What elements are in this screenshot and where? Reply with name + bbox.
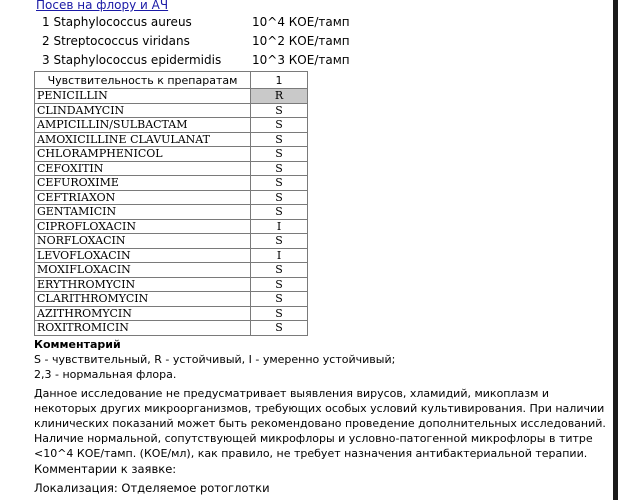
microflora-paragraph: Наличие нормальной, сопутствующей микрофлоры и условно-патогенной микрофлоры в титре <10^4 КОЕ/тамп. (КОЕ/мл), как правило, не требует назначения антибактериальной терапии.: [34, 432, 593, 460]
drug-name-cell: CEFUROXIME: [35, 176, 251, 191]
table-row: [35, 147, 308, 162]
result-cell: R: [251, 89, 308, 104]
order-comments-label: Комментарии к заявке:: [34, 462, 177, 476]
table-row: [35, 132, 308, 147]
disclaimer-paragraph: Данное исследование не предусматривает выявления вирусов, хламидий, микоплазм и некоторых других микроорганизмов, требующих особых условий культивирования. При наличии клинических показаний может быть рекомендовано проведение дополнительных исследований.: [34, 387, 606, 430]
drug-name-cell: LEVOFLOXACIN: [35, 248, 251, 263]
drug-name-cell: CHLORAMPHENICOL: [35, 147, 251, 162]
table-row: [35, 292, 308, 307]
organism-count: 10^2 КОЕ/тамп: [252, 34, 350, 48]
result-cell: S: [251, 205, 308, 220]
result-cell: S: [251, 321, 308, 336]
result-cell: S: [251, 118, 308, 133]
header-drug-cell: Чувствительность к препаратам: [35, 72, 251, 89]
result-cell: S: [251, 132, 308, 147]
result-cell: I: [251, 219, 308, 234]
localization-label: Локализация: Отделяемое ротоглотки: [34, 481, 270, 495]
drug-name-cell: NORFLOXACIN: [35, 234, 251, 249]
comments-heading: Комментарий: [34, 338, 121, 351]
table-row: [35, 248, 308, 263]
result-cell: S: [251, 176, 308, 191]
drug-name-cell: AMPICILLIN/SULBACTAM: [35, 118, 251, 133]
result-cell: S: [251, 234, 308, 249]
table-row: [35, 103, 308, 118]
drug-name-cell: ERYTHROMYCIN: [35, 277, 251, 292]
result-cell: S: [251, 263, 308, 278]
organism-row: [42, 13, 350, 31]
organism-row: [42, 32, 350, 50]
drug-name-cell: GENTAMICIN: [35, 205, 251, 220]
drug-name-cell: CLARITHROMYCIN: [35, 292, 251, 307]
organism-name: 3 Staphylococcus epidermidis: [42, 53, 222, 67]
drug-name-cell: CEFTRIAXON: [35, 190, 251, 205]
drug-name-cell: ROXITROMICIN: [35, 321, 251, 336]
table-row: [35, 234, 308, 249]
window-edge: [613, 0, 618, 500]
table-row: [35, 263, 308, 278]
table-row: [35, 205, 308, 220]
drug-name-cell: CIPROFLOXACIN: [35, 219, 251, 234]
table-row: [35, 176, 308, 191]
legend-line-1: S - чувствительный, R - устойчивый, I - умеренно устойчивый;: [34, 353, 396, 366]
comments-section: [34, 337, 612, 461]
drug-name-cell: AZITHROMYCIN: [35, 306, 251, 321]
result-cell: S: [251, 277, 308, 292]
table-row: [35, 190, 308, 205]
table-row: [35, 118, 308, 133]
drug-name-cell: MOXIFLOXACIN: [35, 263, 251, 278]
result-cell: I: [251, 248, 308, 263]
result-cell: S: [251, 161, 308, 176]
result-cell: S: [251, 103, 308, 118]
culture-title-link[interactable]: Посев на флору и АЧ: [36, 0, 169, 12]
sensitivity-table: [34, 71, 308, 336]
table-header-row: [35, 72, 308, 89]
organism-row: [42, 51, 350, 69]
table-row: [35, 277, 308, 292]
result-cell: S: [251, 147, 308, 162]
drug-name-cell: CLINDAMYCIN: [35, 103, 251, 118]
drug-name-cell: CEFOXITIN: [35, 161, 251, 176]
organism-count: 10^3 КОЕ/тамп: [252, 53, 350, 67]
result-cell: S: [251, 292, 308, 307]
result-cell: S: [251, 306, 308, 321]
organism-name: 1 Staphylococcus aureus: [42, 15, 192, 29]
result-cell: S: [251, 190, 308, 205]
table-row: [35, 219, 308, 234]
table-row: [35, 89, 308, 104]
organism-count: 10^4 КОЕ/тамп: [252, 15, 350, 29]
drug-name-cell: AMOXICILLINE CLAVULANAT: [35, 132, 251, 147]
header-column-cell: 1: [251, 72, 308, 89]
table-row: [35, 161, 308, 176]
table-row: [35, 321, 308, 336]
drug-name-cell: PENICILLIN: [35, 89, 251, 104]
legend-line-2: 2,3 - нормальная флора.: [34, 368, 177, 381]
table-row: [35, 306, 308, 321]
organism-name: 2 Streptococcus viridans: [42, 34, 190, 48]
